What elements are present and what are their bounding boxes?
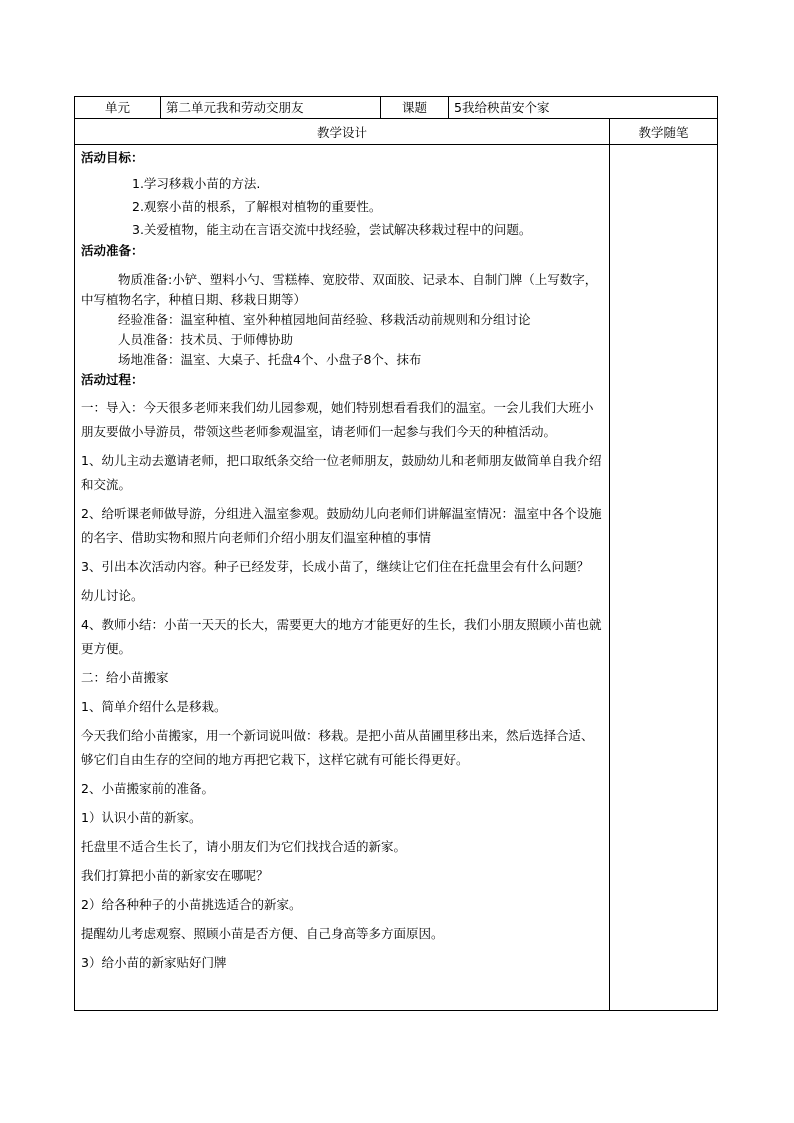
unit-label: 单元: [75, 97, 161, 119]
design-label: 教学设计: [75, 119, 610, 145]
process-item: 2、给听课老师做导游，分组进入温室参观。鼓励幼儿向老师们讲解温室情况：温室中各个设施的名字、借助实物和照片向老师们介绍小朋友们温室种植的事情: [81, 506, 602, 545]
goals-title: 活动目标：: [81, 150, 144, 165]
process-item: 托盘里不适合生长了，请小朋友们为它们找找合适的新家。: [81, 839, 407, 854]
process-item: 2）给各种种子的小苗挑选适合的新家。: [81, 897, 302, 912]
process-item: 幼儿讨论。: [81, 588, 144, 603]
prep-item: 经验准备：温室种植、室外种植园地间苗经验、移栽活动前规则和分组讨论: [118, 312, 531, 327]
goal-item: 1.学习移栽小苗的方法.: [132, 176, 261, 191]
process-item: 一：导入：今天很多老师来我们幼儿园参观，她们特别想看看我们的温室。一会儿我们大班小朋友要做小导游员，带领这些老师参观温室，请老师们一起参与我们今天的种植活动。: [81, 400, 594, 439]
prep-item: 人员准备：技术员、于师傅协助: [118, 332, 294, 347]
prep-item: 场地准备：温室、大桌子、托盘4个、小盘子8个、抹布: [118, 352, 422, 367]
topic-value: 5我给秧苗安个家: [449, 97, 718, 119]
process-item: 今天我们给小苗搬家，用一个新词说叫做：移栽。是把小苗从苗圃里移出来，然后选择合适、够它们自由生存的空间的地方再把它栽下，这样它就有可能长得更好。: [81, 728, 594, 767]
process-item: 3、引出本次活动内容。种子已经发芽，长成小苗了，继续让它们住在托盘里会有什么问题？: [81, 559, 589, 574]
lesson-plan-table: [74, 96, 718, 1011]
content-row: [75, 145, 718, 1011]
process-list: [81, 396, 603, 975]
process-item: 1、幼儿主动去邀请老师，把口取纸条交给一位老师朋友，鼓励幼儿和老师朋友做简单自我介绍和交流。: [81, 453, 602, 492]
process-title: 活动过程：: [81, 372, 144, 387]
header-row: [75, 97, 718, 119]
process-item: 我们打算把小苗的新家安在哪呢？: [81, 868, 269, 883]
subheader-row: [75, 119, 718, 145]
process-item: 提醒幼儿考虑观察、照顾小苗是否方便、自己身高等多方面原因。: [81, 926, 444, 941]
goal-item: 3.关爱植物，能主动在言语交流中找经验，尝试解决移栽过程中的问题。: [132, 222, 532, 237]
process-item: 4、教师小结：小苗一天天的长大，需要更大的地方才能更好的生长，我们小朋友照顾小苗也就更方便。: [81, 617, 602, 656]
process-item: 1）认识小苗的新家。: [81, 810, 202, 825]
topic-label: 课题: [381, 97, 449, 119]
prep-item: 物质准备:小铲、塑料小勺、雪糕棒、宽胶带、双面胶、记录本、自制门牌（上写数字，中写植物名字，种植日期、移栽日期等）: [81, 272, 598, 307]
goals-list: [81, 168, 603, 241]
prep-title: 活动准备：: [81, 243, 144, 258]
process-item: 2、小苗搬家前的准备。: [81, 781, 214, 796]
notes-column: [610, 145, 718, 1011]
notes-label: 教学随笔: [610, 119, 718, 145]
process-item: 1、简单介绍什么是移栽。: [81, 699, 227, 714]
design-content: [75, 145, 610, 1011]
process-item: 二：给小苗搬家: [81, 670, 169, 685]
process-item: 3）给小苗的新家贴好门牌: [81, 955, 227, 970]
prep-list: [81, 261, 603, 370]
unit-value: 第二单元我和劳动交朋友: [161, 97, 381, 119]
goal-item: 2.观察小苗的根系，了解根对植物的重要性。: [132, 199, 382, 214]
